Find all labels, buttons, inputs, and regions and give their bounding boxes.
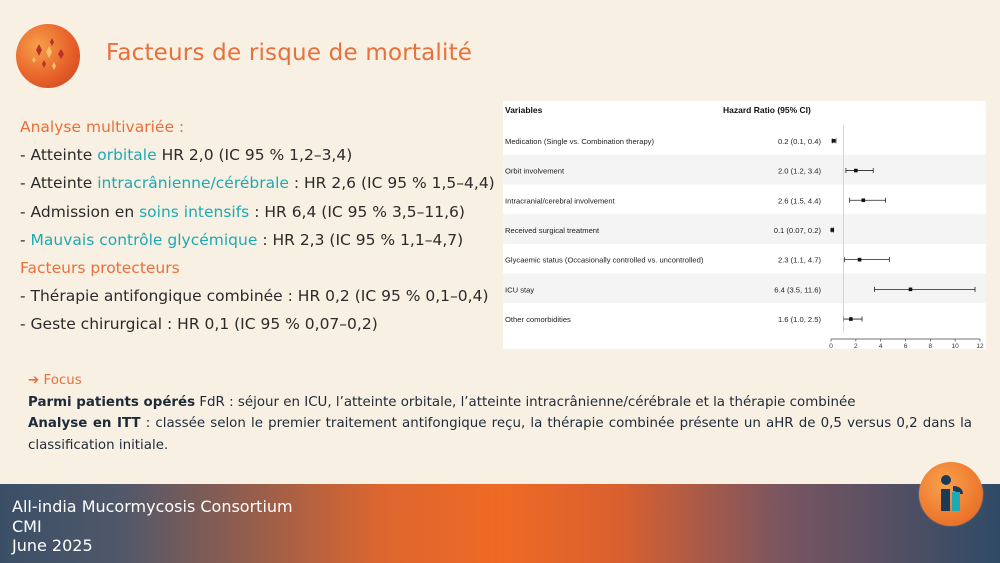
forest-x-tick-label: 12 <box>976 343 984 349</box>
protective-item-surgery: - Geste chirurgical : HR 0,1 (IC 95 % 0,07–0,2) <box>20 315 378 334</box>
forest-row-hr-label: 0.1 (0.07, 0.2) <box>773 225 821 235</box>
risk-item-orbital: - Atteinte orbitale HR 2,0 (IC 95 % 1,2–3,4) <box>20 146 353 165</box>
forest-point-estimate <box>909 288 913 292</box>
slide-logo-icon <box>16 24 80 88</box>
forest-plot <box>503 101 986 349</box>
forest-row-variable: Orbit involvement <box>505 166 565 176</box>
risk-item-intracranial: - Atteinte intracrânienne/cérébrale : HR 2,6 (IC 95 % 1,5–4,4) <box>20 174 495 193</box>
forest-x-tick-label: 8 <box>928 343 933 349</box>
forest-x-tick-label: 2 <box>854 343 858 349</box>
footer-line-journal: CMI <box>12 516 42 536</box>
forest-point-estimate <box>854 169 858 173</box>
forest-x-tick-label: 10 <box>951 343 959 349</box>
forest-row-variable: Glycaemic status (Occasionally controlled vs. uncontrolled) <box>505 255 704 265</box>
forest-row-variable: Received surgical treatment <box>505 225 600 235</box>
forest-row-hr-label: 2.6 (1.5, 4.4) <box>777 196 821 206</box>
forest-x-tick-label: 0 <box>829 343 833 349</box>
footer-credits <box>12 497 293 556</box>
forest-row-band <box>503 274 986 304</box>
forest-row-hr-label: 2.0 (1.2, 3.4) <box>777 166 821 176</box>
forest-plot-svg <box>503 101 986 349</box>
forest-header-hazard-ratio: Hazard Ratio (95% CI) <box>723 105 811 115</box>
forest-point-estimate <box>830 228 834 232</box>
forest-row-variable: Medication (Single vs. Combination therapy) <box>505 136 654 146</box>
focus-section <box>28 370 972 456</box>
forest-row-hr-label: 1.6 (1.0, 2.5) <box>777 315 821 325</box>
forest-point-estimate <box>861 198 865 202</box>
focus-paragraph-operated: Parmi patients opérés FdR : séjour en ICU, l’atteinte orbitale, l’atteinte intracrânienne/cérébrale et la thérapie combinée <box>28 394 856 410</box>
page-title: Facteurs de risque de mortalité <box>106 40 473 66</box>
forest-point-estimate <box>832 139 836 143</box>
risk-item-icu: - Admission en soins intensifs : HR 6,4 (IC 95 % 3,5–11,6) <box>20 202 465 221</box>
forest-header-variables: Variables <box>505 105 543 115</box>
forest-x-tick-label: 4 <box>878 343 883 349</box>
forest-row-hr-label: 0.2 (0.1, 0.4) <box>777 136 821 146</box>
forest-point-estimate <box>858 258 862 262</box>
forest-row-variable: ICU stay <box>505 285 535 295</box>
protective-item-combination: - Thérapie antifongique combinée : HR 0,2 (IC 95 % 0,1–0,4) <box>20 287 489 306</box>
forest-row-variable: Intracranial/cerebral involvement <box>505 196 615 206</box>
protective-heading: Facteurs protecteurs <box>20 259 180 278</box>
forest-row-hr-label: 6.4 (3.5, 11.6) <box>774 285 821 295</box>
risk-factor-summary <box>20 113 500 339</box>
brand-logo-icon <box>919 462 983 526</box>
multivariate-heading: Analyse multivariée : <box>20 118 185 136</box>
forest-point-estimate <box>849 317 853 321</box>
footer-line-consortium: All-india Mucormycosis Consortium <box>12 497 293 516</box>
risk-item-glycemic: - Mauvais contrôle glycémique : HR 2,3 (IC 95 % 1,1–4,7) <box>20 230 464 249</box>
focus-label: ➔ Focus <box>28 373 82 388</box>
forest-row-band <box>503 155 986 185</box>
forest-x-tick-label: 6 <box>903 343 908 349</box>
focus-paragraph-itt: Analyse en ITT : classée selon le premier traitement antifongique reçu, la thérapie combinée présente un aHR de 0,5 versus 0,2 dans la classification initiale. <box>28 416 972 453</box>
forest-row-hr-label: 2.3 (1.1, 4.7) <box>777 255 821 265</box>
forest-row-variable: Other comorbidities <box>505 315 571 325</box>
footer-line-date: June 2025 <box>12 536 93 555</box>
